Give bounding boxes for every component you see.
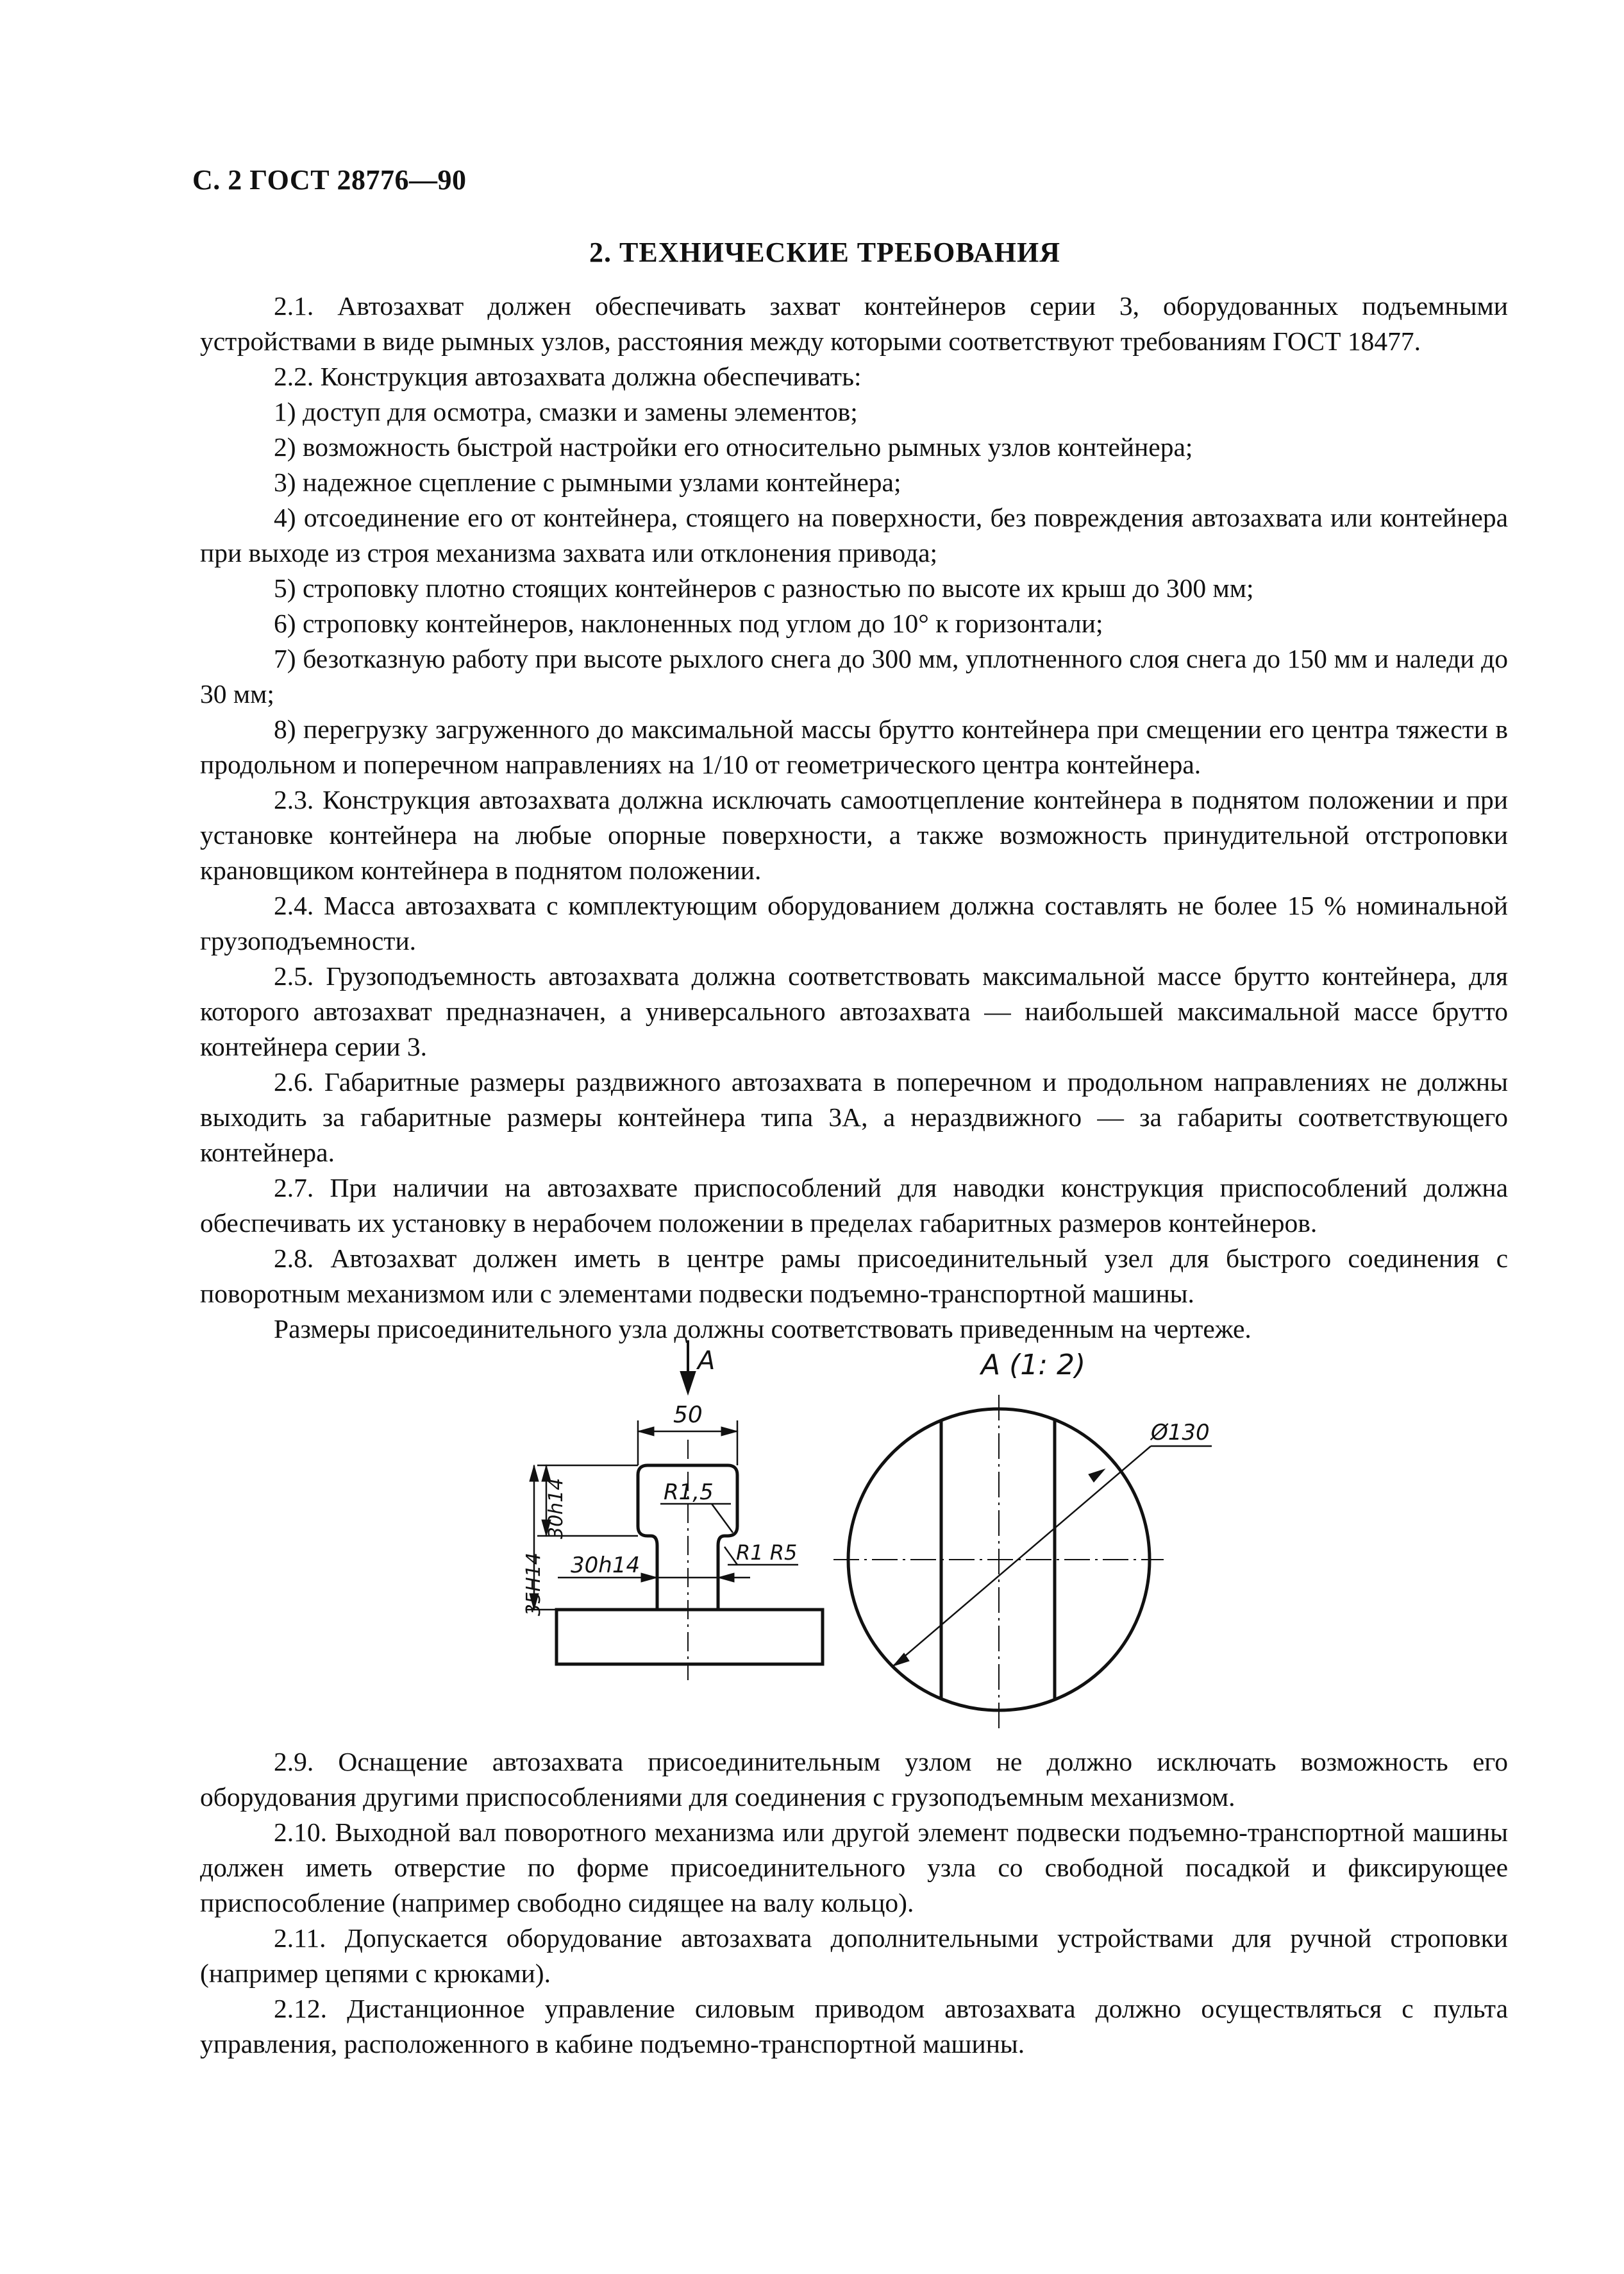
paragraph: Размеры присоединительного узла должны соответствовать приведенным на чертеже. bbox=[274, 1314, 1251, 1343]
container-plate bbox=[557, 1610, 823, 1664]
dim-width-label: 50 bbox=[673, 1402, 703, 1428]
list-item: 6) строповку контейнеров, наклоненных под углом до 10° к горизонтали; bbox=[274, 609, 1103, 638]
paragraph: 2.8. Автозахват должен иметь в центре рамы присоединительный узел для быстрого соединения с поворотным механизмом или с элементами подвески подъемно-транспортной машины. bbox=[200, 1243, 1508, 1308]
view-arrow-label: A bbox=[698, 1346, 716, 1376]
leader-radius-top bbox=[712, 1504, 733, 1533]
dim-height-upper-label: 30h14 bbox=[545, 1478, 567, 1539]
paragraph: 2.6. Габаритные размеры раздвижного автозахвата в поперечном и продольном направлениях не должны выходить за габаритные размеры контейнера типа 3А, а нераздвижного — за габариты соответствующего контейнера. bbox=[200, 1067, 1508, 1167]
paragraph: 2.11. Допускается оборудование автозахвата дополнительными устройствами для ручной строповки (например цепями с крюками). bbox=[200, 1923, 1508, 1988]
list-item: 5) строповку плотно стоящих контейнеров с разностью по высоте их крыш до 300 мм; bbox=[274, 573, 1254, 603]
paragraph: 2.12. Дистанционное управление силовым приводом автозахвата должно осуществляться с пульта управления, расположенного в кабине подъемно-транспортной машины. bbox=[200, 1994, 1508, 2059]
leader-radius-neck bbox=[724, 1547, 737, 1565]
paragraph: 2.1. Автозахват должен обеспечивать захват контейнеров серии 3, оборудованных подъемными устройствами в виде рымных узлов, расстояния между которыми соответствуют требованиям ГОСТ 18477. bbox=[200, 291, 1508, 356]
list-item: 2) возможность быстрой настройки его относительно рымных узлов контейнера; bbox=[274, 432, 1193, 462]
view-title: A (1: 2) bbox=[981, 1349, 1086, 1381]
paragraph: 2.9. Оснащение автозахвата присоединительным узлом не должно исключать возможность его оборудования другими приспособлениями для соединения с грузоподъемным механизмом. bbox=[200, 1747, 1508, 1812]
paragraph: 2.3. Конструкция автозахвата должна исключать самоотцепление контейнера в поднятом положении и при установке контейнера на любые опорные поверхности, а также возможность принудительной отстроповки крановщиком контейнера в поднятом положении. bbox=[200, 785, 1508, 885]
list-item: 3) надежное сцепление с рымными узлами контейнера; bbox=[274, 467, 901, 497]
body-text-bottom bbox=[200, 1744, 1508, 2062]
dim-neck-label: 30h14 bbox=[571, 1553, 640, 1578]
radius-neck-label: R1 R5 bbox=[736, 1540, 798, 1565]
paragraph: 2.5. Грузоподъемность автозахвата должна соответствовать максимальной массе брутто контейнера, для которого автозахват предназначен, а универсального автозахвата — наибольшей максимальной массе брутто контейнера серии 3. bbox=[200, 961, 1508, 1061]
paragraph: 2.4. Масса автозахвата с комплектующим оборудованием должна составлять не более 15 % номинальной грузоподъемности. bbox=[200, 891, 1508, 956]
list-item: 4) отсоединение его от контейнера, стоящего на поверхности, без повреждения автозахвата или контейнера при выходе из строя механизма захвата или отклонения привода; bbox=[200, 503, 1508, 568]
section-title: 2. ТЕХНИЧЕСКИЕ ТРЕБОВАНИЯ bbox=[589, 237, 1060, 268]
dim-height-lower-label: 35H14 bbox=[523, 1553, 545, 1616]
paragraph: 2.2. Конструкция автозахвата должна обеспечивать: bbox=[274, 362, 862, 391]
list-item: 8) перегрузку загруженного до максимальной массы брутто контейнера при смещении его центра тяжести в продольном и поперечном направлениях на 1/10 от геометрического центра контейнера. bbox=[200, 714, 1508, 779]
list-item: 1) доступ для осмотра, смазки и замены элементов; bbox=[274, 397, 858, 426]
page-header: С. 2 ГОСТ 28776—90 bbox=[192, 164, 467, 196]
paragraph: 2.10. Выходной вал поворотного механизма или другой элемент подвески подъемно-транспортной машины должен иметь отверстие по форме присоединительного узла со свободной посадкой и фиксирующее приспособление (например свободно сидящее на валу кольцо). bbox=[200, 1817, 1508, 1917]
radius-top-label: R1,5 bbox=[664, 1479, 714, 1505]
paragraph: 2.7. При наличии на автозахвате приспособлений для наводки конструкция приспособлений должна обеспечивать их установку в нерабочем положении в пределах габаритных размеров контейнеров. bbox=[200, 1173, 1508, 1238]
diameter-leader bbox=[893, 1446, 1151, 1666]
list-item: 7) безотказную работу при высоте рыхлого снега до 300 мм, уплотненного слоя снега до 150 мм и наледи до 30 мм; bbox=[200, 644, 1508, 709]
view-arrow-head bbox=[682, 1372, 694, 1392]
diameter-label: Ø130 bbox=[1151, 1420, 1210, 1445]
